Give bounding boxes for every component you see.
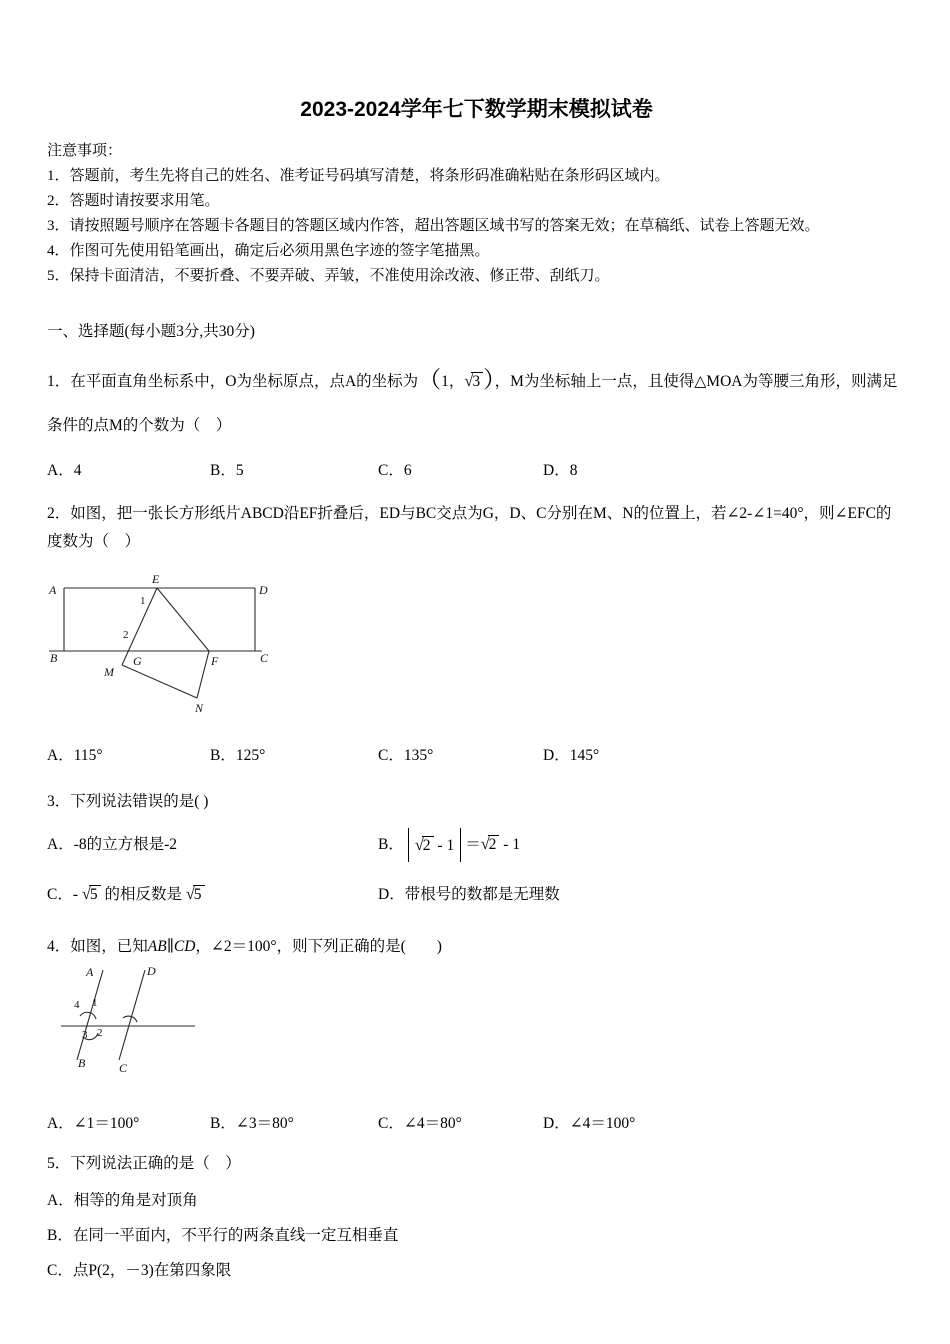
fig1-label-N: N xyxy=(195,701,204,716)
fig2-angle-2-label: 2 xyxy=(97,1027,103,1040)
fig1-label-F: F xyxy=(211,654,219,669)
question-4 xyxy=(47,934,906,1137)
close-paren: ） xyxy=(483,367,495,393)
fig2-label-B: B xyxy=(78,1056,86,1071)
sqrt-2-expression xyxy=(481,836,500,853)
q3-option-b-label: B． xyxy=(378,835,404,853)
paper-title: 2023-2024学年七下数学期末模拟试卷 xyxy=(300,98,653,121)
q5-option-c: C．点P(2，－3)在第四象限 xyxy=(47,1261,232,1279)
q1-stem-text-b: ，M为坐标轴上一点，且使得△MOA为等腰三角形，则满足条件的点M的个数为（ ） xyxy=(47,373,898,435)
radicand: 5 xyxy=(89,885,101,903)
q1-option-b: B．5 xyxy=(210,462,244,480)
sqrt-5-expression xyxy=(82,886,101,903)
q2-option-c: C．135° xyxy=(378,747,434,765)
fig2-label-D: D xyxy=(147,964,156,979)
question-1-options xyxy=(47,458,906,484)
q1-stem-text-a: 1．在平面直角坐标系中，O为坐标原点，点A的坐标为 xyxy=(47,373,419,391)
question-3-options-row-2 xyxy=(47,879,906,910)
q3-option-c-mid: 的相反数是 xyxy=(100,886,186,904)
sqrt-3-expression xyxy=(464,373,483,390)
q3-option-b xyxy=(378,828,906,863)
radical-sign: √ xyxy=(81,885,91,904)
q4-option-d: D．∠4＝100° xyxy=(543,1114,636,1132)
notice-item-4: 4．作图可先使用铅笔画出，确定后必须用黑色字迹的签字笔描黑。 xyxy=(47,243,490,260)
notice-item-1: 1．答题前，考生先将自己的姓名、准考证号码填写清楚，将条形码准确粘贴在条形码区域内。 xyxy=(47,168,670,185)
radicand: 5 xyxy=(193,885,205,903)
q2-figure-lines xyxy=(49,588,262,698)
question-2 xyxy=(47,500,906,769)
q2-option-b: B．125° xyxy=(210,747,266,765)
q4-option-c: C．∠4＝80° xyxy=(378,1114,462,1132)
notice-section xyxy=(47,139,906,289)
radical-sign: √ xyxy=(464,372,474,391)
q5-option-b: B．在同一平面内，不平行的两条直线一定互相垂直 xyxy=(47,1226,399,1244)
sqrt-5-expression xyxy=(186,886,205,903)
question-2-stem: 2．如图，把一张长方形纸片ABCD沿EF折叠后，ED与BC交点为G，D、C分别在M、N的位置上，若∠2-∠1=40°，则∠EFC的度数为（ ） xyxy=(47,505,892,551)
q2-option-a: A．115° xyxy=(47,747,103,765)
notice-heading: 注意事项： xyxy=(47,143,123,160)
q3-option-b-equals: ＝ xyxy=(465,835,481,853)
radicand: 2 xyxy=(422,836,434,854)
q4-stem-post: ，∠2＝100°，则下列正确的是( ) xyxy=(195,938,442,956)
fig1-label-E: E xyxy=(152,572,160,587)
question-5-options xyxy=(47,1183,906,1288)
q4-option-b: B．∠3＝80° xyxy=(210,1114,294,1132)
fig1-label-C: C xyxy=(260,651,269,666)
q5-option-a: A．相等的角是对顶角 xyxy=(47,1191,198,1209)
radical-sign: √ xyxy=(480,834,490,853)
q3-option-d: D．带根号的数都是无理数 xyxy=(378,885,560,903)
fig1-label-D: D xyxy=(259,583,268,598)
fig2-label-A: A xyxy=(86,965,94,980)
fig2-angle-3-label: 3 xyxy=(82,1029,88,1042)
q4-parallel-lines-figure xyxy=(53,964,906,1085)
question-4-options xyxy=(47,1111,906,1137)
q3-option-b-rhs-tail: - 1 xyxy=(499,835,521,853)
open-paren: （ xyxy=(418,367,442,393)
question-3-stem: 3．下列说法错误的是( ) xyxy=(47,793,209,811)
fig1-label-M: M xyxy=(104,665,114,680)
fig2-angle-4-label: 4 xyxy=(74,999,80,1012)
question-1-stem xyxy=(47,357,906,448)
fig1-label-A: A xyxy=(49,583,57,598)
fig2-angle-1-label: 1 xyxy=(92,997,98,1010)
question-3 xyxy=(47,789,906,910)
q3-option-c xyxy=(47,879,378,910)
notice-item-5: 5．保持卡面清洁，不要折叠、不要弄破、弄皱，不准使用涂改液、修正带、刮纸刀。 xyxy=(47,268,610,285)
fig1-angle-1-label: 1 xyxy=(140,595,146,608)
fig1-label-B: B xyxy=(50,651,58,666)
q4-figure-svg xyxy=(53,964,243,1076)
sqrt-2-expression xyxy=(415,837,434,854)
question-5-stem: 5．下列说法正确的是（ ） xyxy=(47,1154,241,1172)
fig1-angle-2-label: 2 xyxy=(123,629,129,642)
absolute-value-expression xyxy=(408,828,461,863)
notice-item-3: 3．请按照题号顺序在答题卡各题目的答题区域内作答，超出答题区域书写的答案无效；在草稿纸、试卷上答题无效。 xyxy=(47,218,820,235)
q4-option-a: A．∠1＝100° xyxy=(47,1114,140,1132)
q3-option-b-lhs-tail: - 1 xyxy=(433,836,455,854)
q2-option-d: D．145° xyxy=(543,747,600,765)
q2-folded-rectangle-figure xyxy=(47,568,906,725)
notice-item-2: 2．答题时请按要求用笔。 xyxy=(47,193,220,210)
question-3-options-row-1 xyxy=(47,821,906,869)
section-title: 一、选择题(每小题3分,共30分) xyxy=(47,323,255,341)
question-1 xyxy=(47,357,906,484)
question-2-options xyxy=(47,743,906,769)
q1-coordinate-x: 1， xyxy=(441,373,465,391)
radicand: 2 xyxy=(488,835,500,853)
q4-figure-lines xyxy=(61,970,195,1060)
q4-parallel-lines-expression: AB∥CD xyxy=(147,938,196,956)
radical-sign: √ xyxy=(414,835,424,854)
fig2-label-C: C xyxy=(119,1061,128,1076)
question-5 xyxy=(47,1151,906,1288)
question-4-stem xyxy=(47,934,906,960)
radicand: 3 xyxy=(471,372,483,390)
q3-option-a: A．-8的立方根是-2 xyxy=(47,835,178,853)
q2-figure-svg xyxy=(47,568,277,716)
fig1-label-G: G xyxy=(133,654,142,669)
q3-option-c-pre: C．- xyxy=(47,886,82,904)
radical-sign: √ xyxy=(185,885,195,904)
q1-option-a: A．4 xyxy=(47,462,82,480)
q1-option-d: D．8 xyxy=(543,462,578,480)
q1-option-c: C．6 xyxy=(378,462,412,480)
q4-stem-pre: 4．如图，已知 xyxy=(47,938,148,956)
